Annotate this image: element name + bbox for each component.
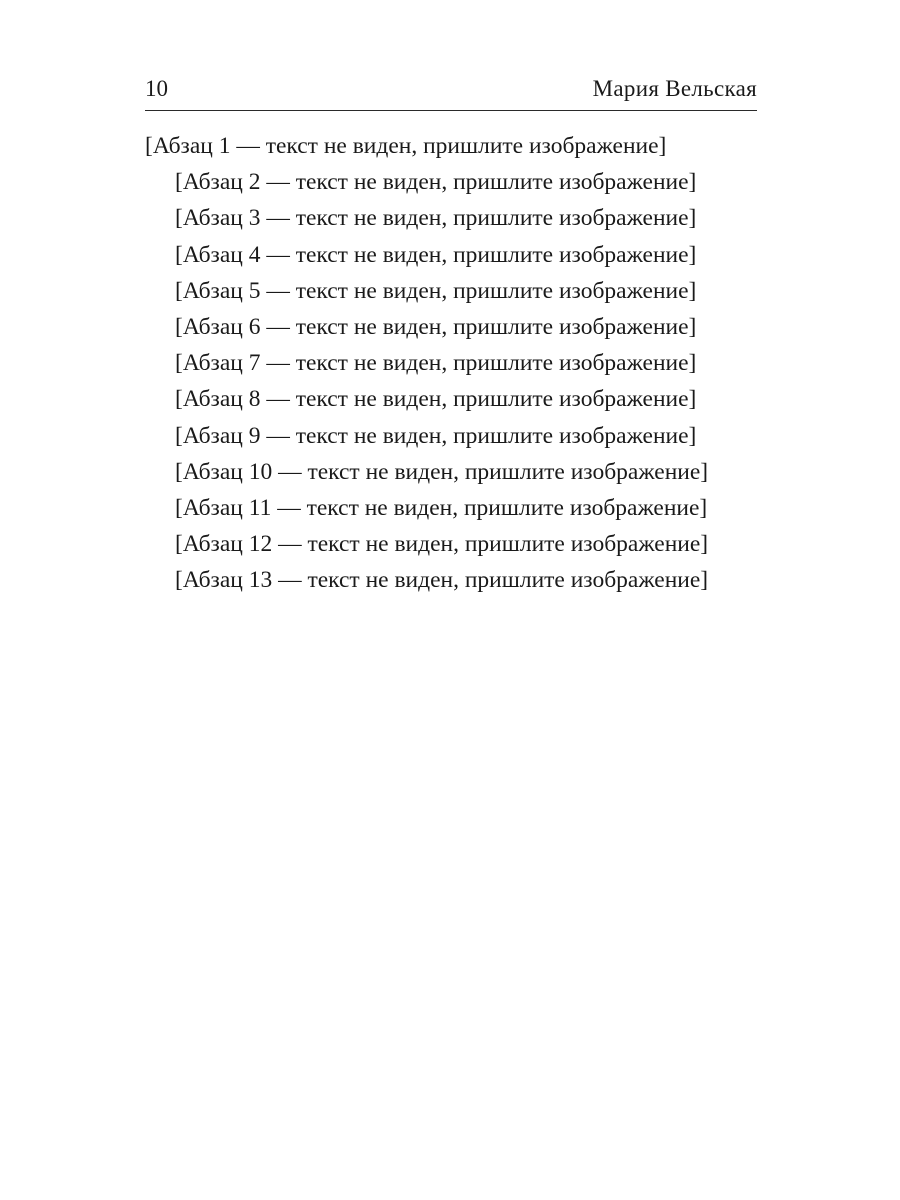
page-number: 10 [145, 76, 168, 101]
paragraph: [Абзац 2 — текст не виден, пришлите изображение] [175, 169, 697, 196]
paragraph: [Абзац 1 — текст не виден, пришлите изображение] [145, 133, 667, 159]
running-head [145, 68, 757, 111]
paragraph: [Абзац 13 — текст не виден, пришлите изображение] [175, 567, 709, 594]
paragraph: [Абзац 3 — текст не виден, пришлите изображение] [175, 205, 697, 232]
paragraph: [Абзац 6 — текст не виден, пришлите изображение] [175, 314, 697, 341]
body-text [145, 128, 757, 599]
paragraph: [Абзац 8 — текст не виден, пришлите изображение] [175, 386, 697, 413]
paragraph: [Абзац 5 — текст не виден, пришлите изображение] [175, 277, 697, 304]
paragraph: [Абзац 10 — текст не виден, пришлите изображение] [175, 458, 709, 485]
paragraph: [Абзац 9 — текст не виден, пришлите изображение] [175, 422, 697, 449]
paragraph: [Абзац 11 — текст не виден, пришлите изображение] [175, 495, 708, 522]
paragraph: [Абзац 7 — текст не виден, пришлите изображение] [175, 350, 697, 377]
paragraph: [Абзац 4 — текст не виден, пришлите изображение] [175, 241, 697, 268]
author-name: Мария Вельская [592, 76, 757, 101]
paragraph: [Абзац 12 — текст не виден, пришлите изображение] [175, 531, 709, 558]
